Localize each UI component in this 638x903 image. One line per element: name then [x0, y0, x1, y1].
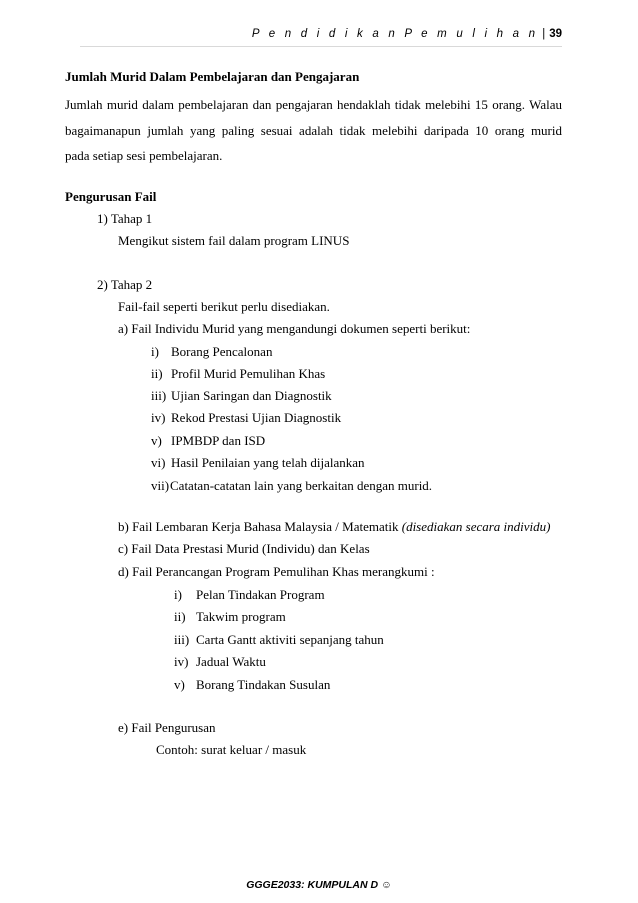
list-item: [151, 366, 325, 382]
list-item: [174, 632, 384, 648]
step-1-label: 1) Tahap 1: [97, 211, 153, 226]
smiley-icon: ☺: [381, 879, 392, 891]
page-footer: [0, 879, 638, 891]
list-item: [151, 478, 432, 494]
list-item: [174, 587, 325, 603]
item-b-label: [118, 519, 550, 535]
list-item-text: Borang Pencalonan: [171, 344, 273, 359]
step-2-label: 2) Tahap 2: [97, 277, 153, 292]
list-item-number: vi): [151, 455, 166, 470]
list-item-number: v): [151, 433, 162, 448]
list-item-number: i): [174, 587, 182, 602]
item-c-label: c) Fail Data Prestasi Murid (Individu) dan Kelas: [118, 541, 370, 556]
list-item-text: Catatan-catatan lain yang berkaitan dengan murid.: [170, 478, 433, 493]
list-item-number: iii): [151, 388, 167, 403]
item-d-label: d) Fail Perancangan Program Pemulihan Khas merangkumi :: [118, 564, 435, 579]
list-item: [151, 433, 265, 449]
list-item-text: Ujian Saringan dan Diagnostik: [171, 388, 332, 403]
list-item-number: iv): [151, 410, 166, 425]
list-item-number: iii): [174, 632, 190, 647]
item-b-note: (disediakan secara individu): [401, 519, 551, 534]
list-item-number: iv): [174, 654, 189, 669]
list-item: [151, 410, 341, 426]
list-item-text: Pelan Tindakan Program: [196, 587, 325, 602]
list-item: [174, 654, 266, 670]
list-item-number: vii): [151, 478, 170, 493]
list-item-text: Carta Gantt aktiviti sepanjang tahun: [196, 632, 384, 647]
list-item-text: Rekod Prestasi Ujian Diagnostik: [171, 410, 342, 425]
list-item-number: ii): [151, 366, 163, 381]
section-heading-pengurusan-fail: Pengurusan Fail: [65, 189, 157, 204]
paragraph-line-1: Jumlah murid dalam pembelajaran dan pengajaran hendaklah tidak melebihi 15 orang. Walau: [65, 97, 562, 112]
header-title: P e n d i d i k a n P e m u l i h a n: [251, 28, 539, 40]
list-item-text: Profil Murid Pemulihan Khas: [171, 366, 326, 381]
list-item-text: Takwim program: [196, 609, 286, 624]
list-item: [151, 455, 365, 471]
paragraph-line-2: bagaimanapun jumlah yang paling sesuai adalah tidak melebihi daripada 10 orang murid: [65, 123, 562, 138]
item-e-example: Contoh: surat keluar / masuk: [156, 742, 307, 757]
list-item: [151, 388, 332, 404]
step-2-intro: Fail-fail seperti berikut perlu disediakan.: [118, 299, 330, 314]
page-header: [80, 28, 562, 40]
step-1-text: Mengikut sistem fail dalam program LINUS: [118, 233, 350, 248]
item-b-text: b) Fail Lembaran Kerja Bahasa Malaysia / Matematik: [118, 519, 399, 534]
list-item: [151, 344, 272, 360]
item-a-label: a) Fail Individu Murid yang mengandungi dokumen seperti berikut:: [118, 321, 471, 336]
list-item-text: Borang Tindakan Susulan: [196, 677, 331, 692]
list-item-number: ii): [174, 609, 186, 624]
list-item-number: i): [151, 344, 159, 359]
paragraph-line-3: pada setiap sesi pembelajaran.: [65, 148, 223, 163]
list-item-number: v): [174, 677, 185, 692]
header-divider: [80, 46, 562, 47]
section-heading-jumlah-murid: Jumlah Murid Dalam Pembelajaran dan Pengajaran: [65, 69, 360, 84]
list-item-text: Hasil Penilaian yang telah dijalankan: [171, 455, 365, 470]
list-item-text: IPMBDP dan ISD: [171, 433, 266, 448]
page-number: 39: [549, 28, 562, 40]
list-item: [174, 677, 330, 693]
footer-text: GGGE2033: KUMPULAN D: [246, 879, 379, 891]
list-item-text: Jadual Waktu: [196, 654, 266, 669]
list-item: [174, 609, 286, 625]
header-separator: |: [542, 28, 546, 40]
item-e-label: e) Fail Pengurusan: [118, 720, 216, 735]
